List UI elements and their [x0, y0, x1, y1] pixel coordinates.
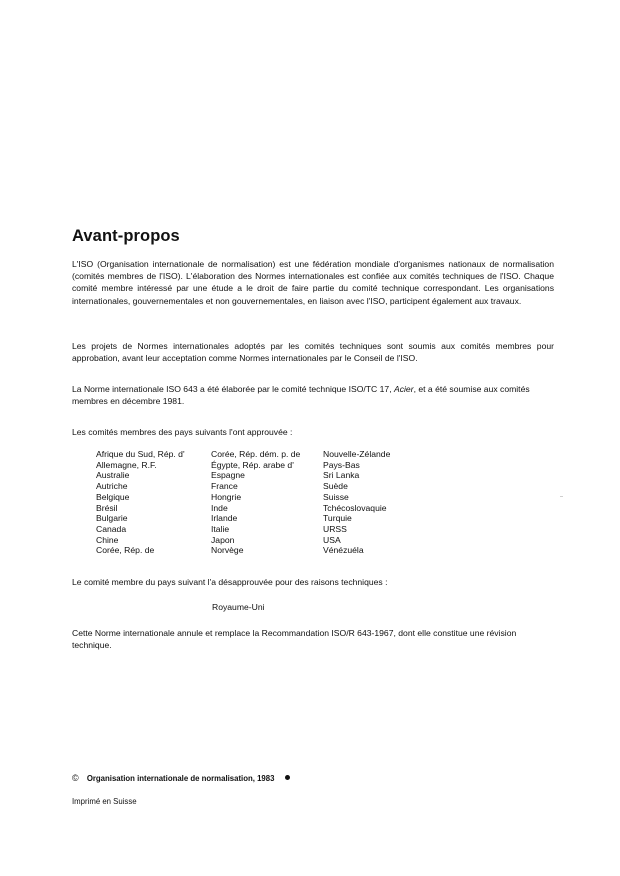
projects-paragraph: Les projets de Normes internationales adoptés par les comités techniques sont soumis aux comités membres pour approbation, avant leur acceptation comme Normes internationales par le Conseil de l'ISO.: [72, 341, 554, 364]
approvals-intro: Les comités membres des pays suivants l'ont approuvée :: [72, 427, 293, 437]
standard-text-suffix: , et a été soumise aux comités membres en décembre 1981.: [72, 384, 530, 407]
country-item: URSS: [323, 523, 347, 534]
country-item: Bulgarie: [96, 513, 128, 524]
standard-text-prefix: La Norme internationale ISO 643 a été élaborée par le comité technique ISO/TC 17,: [72, 384, 394, 394]
copyright-line: [72, 773, 290, 783]
country-item: Suisse: [323, 491, 349, 502]
disapproving-country: Royaume-Uni: [212, 602, 265, 612]
country-item: Hongrie: [211, 491, 242, 502]
country-item: Turquie: [323, 513, 352, 524]
standard-paragraph: [72, 383, 554, 407]
country-item: Égypte, Rép. arabe d': [211, 459, 294, 470]
country-item: Corée, Rép. de: [96, 545, 155, 556]
country-item: USA: [323, 534, 341, 545]
country-item: Corée, Rép. dém. p. de: [211, 449, 301, 459]
bullet-icon: [285, 775, 290, 780]
country-item: Suède: [323, 481, 348, 492]
country-item: Autriche: [96, 481, 128, 492]
country-item: Norvège: [211, 545, 244, 556]
country-item: Japon: [211, 534, 235, 545]
country-item: Afrique du Sud, Rép. d': [96, 449, 185, 459]
country-item: Espagne: [211, 470, 245, 481]
country-item: Canada: [96, 523, 127, 534]
intro-paragraph: L'ISO (Organisation internationale de normalisation) est une fédération mondiale d'organismes nationaux de normalisation (comités membres de l'ISO). L'élaboration des Normes internationales est confiée aux comités techniques de l'ISO. Chaque comité membre intéressé par une étude a le droit de faire partie du comité technique correspondant. Les organisations internationales, gouvernementales et non gouvernementales, en liaison avec l'ISO, participent également aux travaux.: [72, 259, 554, 306]
country-item: Irlande: [211, 513, 238, 524]
replacement-paragraph: Cette Norme internationale annule et remplace la Recommandation ISO/R 643-1967, dont elle constitue une révision technique.: [72, 628, 517, 651]
country-item: Vénézuéla: [323, 545, 364, 556]
country-item: Allemagne, R.F.: [96, 459, 157, 470]
copyright-text: Organisation internationale de normalisation, 1983: [86, 774, 275, 783]
country-item: France: [211, 481, 238, 492]
standard-title: Acier: [393, 384, 414, 394]
disapproval-intro: Le comité membre du pays suivant l'a désapprouvée pour des raisons techniques :: [72, 577, 388, 587]
country-item: Sri Lanka: [323, 470, 360, 481]
scan-speck: [560, 496, 563, 497]
page-title: Avant-propos: [72, 227, 180, 245]
country-item: Australie: [96, 470, 130, 481]
copyright-symbol: ©: [72, 773, 79, 783]
country-item: Nouvelle-Zélande: [323, 449, 391, 459]
country-item: Chine: [96, 534, 119, 545]
country-item: Pays-Bas: [323, 459, 360, 470]
country-item: Tchécoslovaquie: [323, 502, 387, 513]
printed-notice: Imprimé en Suisse: [72, 797, 137, 806]
country-column-1: [96, 449, 226, 556]
country-item: Brésil: [96, 502, 118, 513]
country-column-3: [323, 449, 453, 556]
country-item: Inde: [211, 502, 228, 513]
country-item: Italie: [211, 523, 230, 534]
country-column-2: [211, 449, 341, 556]
country-item: Belgique: [96, 491, 130, 502]
